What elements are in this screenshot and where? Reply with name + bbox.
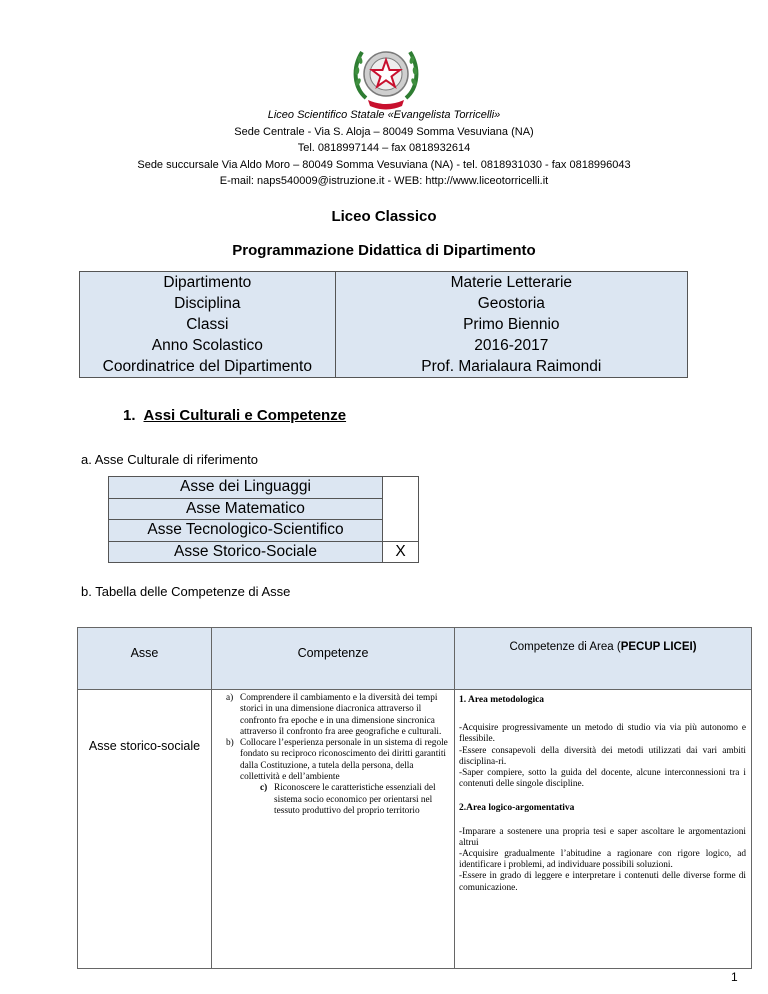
competences-list <box>226 693 448 817</box>
table-row <box>109 498 419 520</box>
table-row <box>109 477 419 499</box>
header-area-bold: PECUP LICEI) <box>620 641 697 653</box>
list-item <box>226 693 448 738</box>
info-label: Disciplina <box>174 295 241 312</box>
list-marker: c) <box>260 783 268 794</box>
letterhead <box>0 107 768 190</box>
info-value: Materie Letterarie <box>450 274 573 291</box>
document-subtitle: Programmazione Didattica di Dipartimento <box>232 242 536 259</box>
header-contacts: E-mail: naps540009@istruzione.it - WEB: http://www.liceotorricelli.it <box>219 175 549 187</box>
info-value: Geostoria <box>477 295 545 312</box>
document-title: Liceo Classico <box>331 208 437 225</box>
axis-mark: X <box>383 541 419 563</box>
header-address-branch: Sede succursale Via Aldo Moro – 80049 Somma Vesuviana (NA) - tel. 0818931030 - fax 0818996043 <box>137 158 631 171</box>
area1-title: 1. Area metodologica <box>459 695 545 705</box>
info-label: Coordinatrice del Dipartimento <box>102 358 312 375</box>
header-phone: Tel. 0818997144 – fax 0818932614 <box>297 142 471 154</box>
axis-name: Asse Matematico <box>109 498 383 520</box>
list-marker: b) <box>226 738 234 749</box>
area2-title: 2.Area logico-argomentativa <box>459 803 575 814</box>
page-number: 1 <box>731 970 738 984</box>
cultural-axes-table <box>108 476 419 563</box>
table-row <box>109 520 419 542</box>
table-row <box>109 541 419 563</box>
subsection-a-heading: a. Asse Culturale di riferimento <box>81 452 259 467</box>
header-area-text: Competenze di Area ( <box>509 641 621 653</box>
column-header-area <box>455 641 751 653</box>
list-item-text: Comprendere il cambiamento e la diversità dei tempi storici in una dimensione diacronica attraverso il confronto fra epoche e in una dimensione sincronica attraverso il confronto fra aree geografiche e culturali. <box>240 693 442 737</box>
list-item-text: Collocare l’esperienza personale in un sistema di regole fondato su reciproco riconoscimento dei diritti garantiti dalla Costituzione, a tutela della persona, della collettività e dell’ambiente <box>240 738 448 783</box>
section-heading <box>123 407 346 424</box>
list-item: -Acquisire gradualmente l’abitudine a ragionare con rigore logico, ad identificare i problemi, ad individuare possibili soluzioni. <box>459 849 746 871</box>
list-item <box>226 783 448 817</box>
section-title: Assi Culturali e Competenze <box>143 407 347 424</box>
info-value: 2016-2017 <box>474 337 549 354</box>
list-marker: a) <box>226 693 234 703</box>
info-labels-cell <box>80 272 336 378</box>
list-item: -Essere in grado di leggere e interpretare i contenuti delle diverse forme di comunicazione. <box>459 871 746 893</box>
info-value: Prof. Marialaura Raimondi <box>421 358 602 375</box>
info-label: Anno Scolastico <box>151 337 263 354</box>
info-value: Primo Biennio <box>463 316 560 333</box>
axis-mark <box>383 477 419 542</box>
axis-name: Asse Storico-Sociale <box>109 541 383 563</box>
school-name: Liceo Scientifico Statale «Evangelista Torricelli» <box>267 109 501 121</box>
list-item: -Imparare a sostenere una propria tesi e saper ascoltare le argomentazioni altrui <box>459 826 746 848</box>
list-item: -Acquisire progressivamente un metodo di studio via via più autonomo e flessibile. <box>459 723 746 745</box>
column-header-asse: Asse <box>130 646 159 660</box>
header-address-main: Sede Centrale - Via S. Aloja – 80049 Somma Vesuviana (NA) <box>234 125 534 138</box>
info-values-cell <box>335 272 687 378</box>
subsection-b-heading: b. Tabella delle Competenze di Asse <box>81 584 291 599</box>
axis-name: Asse Tecnologico-Scientifico <box>109 520 383 542</box>
area-competences <box>459 695 746 894</box>
info-label: Classi <box>186 316 229 333</box>
competences-table <box>77 627 752 969</box>
column-header-competenze: Competenze <box>297 646 369 660</box>
department-info-table <box>79 271 688 378</box>
list-item: -Saper compiere, sotto la guida del docente, alcune interconnessioni tra i contenuti delle singole discipline. <box>459 768 746 790</box>
list-item <box>226 738 448 783</box>
list-item: -Essere consapevoli della diversità dei metodi utilizzati dai vari ambiti disciplina-ri. <box>459 745 746 767</box>
info-label: Dipartimento <box>163 274 252 291</box>
section-number: 1. <box>123 407 136 424</box>
list-item-text: Riconoscere le caratteristiche essenziali del sistema socio economico per orientarsi nel tessuto produttivo del proprio territorio <box>274 783 436 816</box>
axis-name: Asse dei Linguaggi <box>109 477 383 499</box>
republic-emblem-icon <box>348 38 424 114</box>
asse-cell: Asse storico-sociale <box>88 739 201 753</box>
